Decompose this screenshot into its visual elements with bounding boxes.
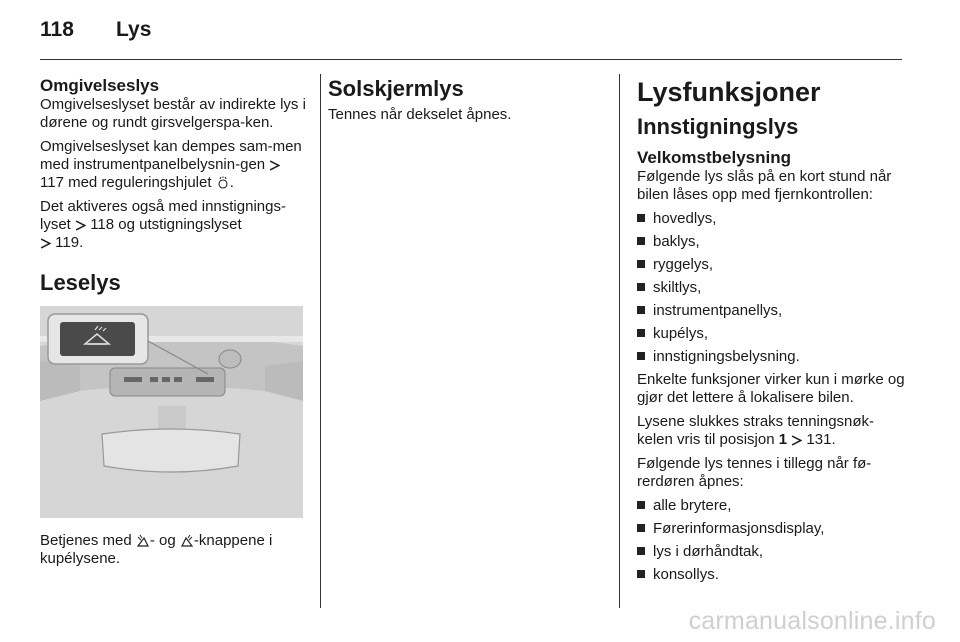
bullet-icon xyxy=(637,237,645,245)
text-run: Det aktiveres også med innstignings-lyset xyxy=(40,198,286,233)
reading-light-left-icon xyxy=(136,534,150,548)
list-item xyxy=(637,210,907,228)
list-item-text: alle brytere, xyxy=(653,497,732,514)
list-item xyxy=(637,302,907,320)
list-item xyxy=(637,566,907,584)
chapter-title: Lys xyxy=(116,18,152,41)
paragraph: Omgivelseslyset består av indirekte lys i dørene og rundt girsvelgerspa-ken. xyxy=(40,96,306,131)
watermark: carmanualsonline.info xyxy=(688,607,936,635)
section-heading-lysfunksjoner: Lysfunksjoner xyxy=(637,77,821,107)
page-ref-link[interactable]: 131 xyxy=(806,431,832,448)
list-item xyxy=(637,256,907,274)
list-item xyxy=(637,348,907,366)
section-heading-omgivelseslys: Omgivelseslys xyxy=(40,76,160,95)
bullet-icon xyxy=(637,570,645,578)
list-item-text: innstigningsbelysning. xyxy=(653,348,800,365)
page-ref-link[interactable]: 119 xyxy=(55,234,80,251)
list-item-text: skiltlys, xyxy=(653,279,702,296)
middle-column xyxy=(328,76,608,130)
section-heading-innstigningslys: Innstigningslys xyxy=(637,114,799,139)
list-item xyxy=(637,497,907,515)
list-item-text: kupélys, xyxy=(653,325,709,342)
list-item xyxy=(637,520,907,538)
paragraph: Enkelte funksjoner virker kun i mørke og gjør det lettere å lokalisere bilen. xyxy=(637,371,905,406)
page-ref-link[interactable]: 117 xyxy=(40,174,64,191)
list-item-text: lys i dørhåndtak, xyxy=(653,543,764,560)
text-run: -knappene i kupélysene. xyxy=(40,532,273,567)
bullet-icon xyxy=(637,329,645,337)
left-column xyxy=(40,76,308,574)
text-run: - og xyxy=(149,532,180,549)
list-item-text: hovedlys, xyxy=(653,210,717,227)
paragraph xyxy=(40,198,308,252)
page-ref-arrow-icon xyxy=(40,238,51,249)
bullet-icon xyxy=(637,260,645,268)
text-run: . xyxy=(831,431,836,448)
reading-light-right-icon xyxy=(180,534,194,548)
paragraph xyxy=(40,138,308,192)
section-heading-leselys: Leselys xyxy=(40,270,121,295)
list-item-text: instrumentpanellys, xyxy=(653,302,783,319)
bullet-icon xyxy=(637,352,645,360)
bullet-list-2 xyxy=(637,497,907,584)
column-divider-2 xyxy=(619,74,620,608)
dimmer-wheel-icon xyxy=(216,176,230,190)
page-number: 118 xyxy=(40,18,74,41)
text-run: . xyxy=(229,174,234,191)
bullet-icon xyxy=(637,306,645,314)
text-run: med reguleringshjulet xyxy=(63,174,216,191)
text-run: Betjenes med xyxy=(40,532,136,549)
page-ref-link[interactable]: 118 xyxy=(90,216,115,233)
paragraph: Tennes når dekselet åpnes. xyxy=(328,106,512,123)
reading-light-drawing xyxy=(40,306,303,518)
bullet-icon xyxy=(637,283,645,291)
page-ref-arrow-icon xyxy=(75,220,86,231)
paragraph: Følgende lys slås på en kort stund når bilen låses opp med fjernkontrollen: xyxy=(637,168,892,203)
list-item-text: Førerinformasjonsdisplay, xyxy=(653,520,825,537)
page-header xyxy=(40,18,151,48)
header-rule xyxy=(40,59,902,60)
text-run: Lysene slukkes straks tenningsnøk-kelen vris til posisjon xyxy=(637,413,875,448)
page-ref-arrow-icon xyxy=(791,435,802,446)
list-item-text: ryggelys, xyxy=(653,256,714,273)
bullet-icon xyxy=(637,524,645,532)
page-ref-arrow-icon xyxy=(269,160,280,171)
paragraph: Følgende lys tennes i tillegg når fø-rerdøren åpnes: xyxy=(637,455,872,490)
bullet-icon xyxy=(637,501,645,509)
bullet-icon xyxy=(637,214,645,222)
list-item-text: baklys, xyxy=(653,233,700,250)
bullet-icon xyxy=(637,547,645,555)
reading-light-illustration xyxy=(40,306,303,518)
position-number: 1 xyxy=(778,431,788,448)
caption xyxy=(40,532,308,568)
list-item xyxy=(637,233,907,251)
list-item xyxy=(637,325,907,343)
list-item xyxy=(637,279,907,297)
list-item-text: konsollys. xyxy=(653,566,719,583)
section-heading-velkomstbelysning: Velkomstbelysning xyxy=(637,148,791,167)
bullet-list-1 xyxy=(637,210,907,366)
column-divider-1 xyxy=(320,74,321,608)
right-column xyxy=(637,76,907,589)
section-heading-solskjermlys: Solskjermlys xyxy=(328,76,464,101)
list-item xyxy=(637,543,907,561)
paragraph xyxy=(637,413,907,449)
text-run: og utstigningslyset xyxy=(114,216,242,233)
text-run: Omgivelseslyset kan dempes sam-men med instrumentpanelbelysnin-gen xyxy=(40,138,302,173)
text-run: . xyxy=(79,234,84,251)
